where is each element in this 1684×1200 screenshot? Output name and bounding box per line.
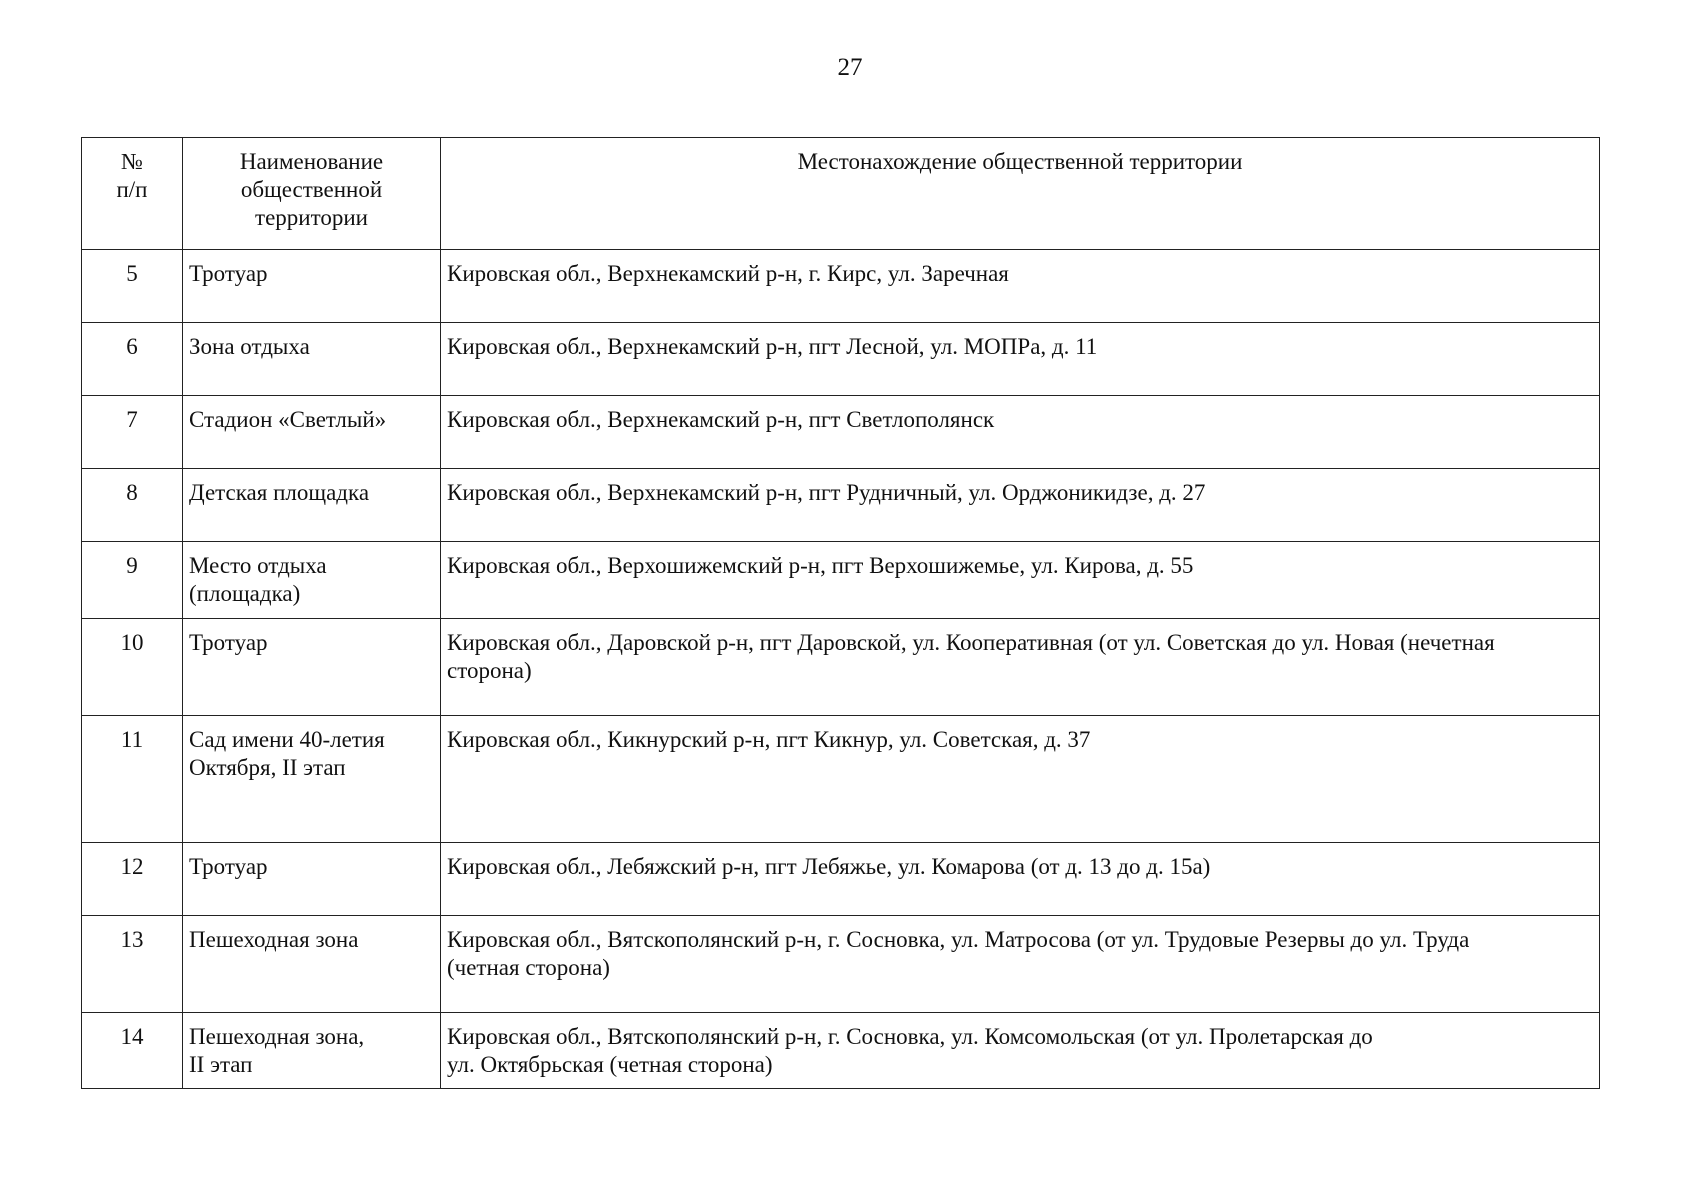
row-number: 7 <box>82 396 183 469</box>
territory-location: Кировская обл., Верхошижемский р-н, пгт Верхошижемье, ул. Кирова, д. 55 <box>441 542 1600 619</box>
row-number: 13 <box>82 916 183 1013</box>
table-row <box>82 250 1600 323</box>
row-number: 5 <box>82 250 183 323</box>
territory-name: Стадион «Светлый» <box>183 396 441 469</box>
territory-name: Пешеходная зона <box>183 916 441 1013</box>
table-row <box>82 469 1600 542</box>
territory-location: Кировская обл., Верхнекамский р-н, пгт Лесной, ул. МОПРа, д. 11 <box>441 323 1600 396</box>
table-row <box>82 396 1600 469</box>
table-row <box>82 619 1600 716</box>
header-territory-location: Местонахождение общественной территории <box>441 138 1600 250</box>
territory-name: Тротуар <box>183 843 441 916</box>
header-number: № п/п <box>82 138 183 250</box>
territory-location: Кировская обл., Верхнекамский р-н, пгт Светлополянск <box>441 396 1600 469</box>
table-row <box>82 1013 1600 1089</box>
territory-location: Кировская обл., Верхнекамский р-н, пгт Рудничный, ул. Орджоникидзе, д. 27 <box>441 469 1600 542</box>
table-row <box>82 716 1600 843</box>
row-number: 6 <box>82 323 183 396</box>
territory-name: Тротуар <box>183 619 441 716</box>
row-number: 9 <box>82 542 183 619</box>
territory-name: Место отдыха (площадка) <box>183 542 441 619</box>
territory-location: Кировская обл., Лебяжский р-н, пгт Лебяжье, ул. Комарова (от д. 13 до д. 15а) <box>441 843 1600 916</box>
public-territories-table <box>81 137 1600 1089</box>
territory-name: Зона отдыха <box>183 323 441 396</box>
territory-name: Сад имени 40-летия Октября, II этап <box>183 716 441 843</box>
territory-name: Тротуар <box>183 250 441 323</box>
territory-location: Кировская обл., Вятскополянский р-н, г. Сосновка, ул. Комсомольская (от ул. Пролетарская до ул. Октябрьская (четная сторона) <box>441 1013 1600 1089</box>
territory-location: Кировская обл., Вятскополянский р-н, г. Сосновка, ул. Матросова (от ул. Трудовые Резервы до ул. Труда (четная сторона) <box>441 916 1600 1013</box>
table-row <box>82 916 1600 1013</box>
table-header-row <box>82 138 1600 250</box>
page-number: 27 <box>837 54 863 81</box>
header-territory-name: Наименование общественной территории <box>183 138 441 250</box>
row-number: 11 <box>82 716 183 843</box>
territory-name: Детская площадка <box>183 469 441 542</box>
table-row <box>82 843 1600 916</box>
row-number: 14 <box>82 1013 183 1089</box>
row-number: 8 <box>82 469 183 542</box>
row-number: 10 <box>82 619 183 716</box>
table-row <box>82 542 1600 619</box>
row-number: 12 <box>82 843 183 916</box>
territory-location: Кировская обл., Даровской р-н, пгт Даровской, ул. Кооперативная (от ул. Советская до ул. Новая (нечетная сторона) <box>441 619 1600 716</box>
territory-location: Кировская обл., Кикнурский р-н, пгт Кикнур, ул. Советская, д. 37 <box>441 716 1600 843</box>
territory-name: Пешеходная зона, II этап <box>183 1013 441 1089</box>
territory-location: Кировская обл., Верхнекамский р-н, г. Кирс, ул. Заречная <box>441 250 1600 323</box>
table-row <box>82 323 1600 396</box>
